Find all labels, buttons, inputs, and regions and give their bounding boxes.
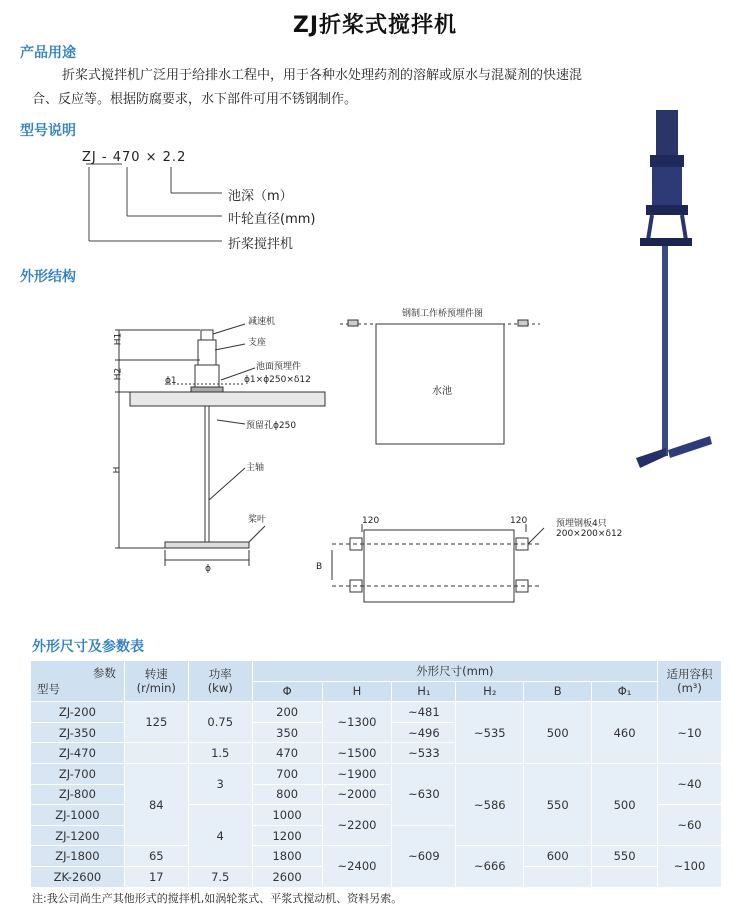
b-cell: 600	[524, 846, 592, 867]
table-row	[31, 763, 722, 784]
subheader-h: H	[322, 681, 392, 702]
label-hole: 预留孔ϕ250	[246, 421, 297, 431]
h1-cell: ~630	[392, 763, 456, 825]
model-cell: ZJ-1000	[31, 805, 125, 826]
label-support: 支座	[248, 338, 267, 348]
power-cell: 4	[188, 805, 252, 867]
plan-dim-b: B	[316, 562, 323, 572]
h-cell: ~2200	[322, 805, 392, 846]
speed-cell: 84	[124, 763, 188, 845]
model-code: ZJ - 470 × 2.2	[82, 150, 187, 165]
dim-phi1: ϕ1	[165, 376, 177, 386]
phi-cell: 800	[252, 784, 322, 805]
table-row	[31, 702, 722, 723]
subheader-h1: H₁	[392, 681, 456, 702]
power-cell: 3	[188, 763, 252, 804]
drawing-top-title: 钢制工作桥预埋件图	[402, 309, 484, 319]
plan-dim-left: 120	[362, 516, 380, 526]
plan-drawing	[322, 520, 552, 620]
volume-cell: ~40	[658, 763, 722, 804]
model-cell: ZJ-470	[31, 743, 125, 764]
model-cell: ZJ-200	[31, 702, 125, 723]
volume-header: 适用容积 (m³)	[658, 661, 722, 702]
footnote: 注:我公司尚生产其他形式的搅拌机,如涡轮浆式、平浆式搅动机、资料另索。	[32, 892, 403, 905]
speed-header: 转速 (r/min)	[124, 661, 188, 702]
section-structure-heading: 外形结构	[20, 269, 76, 285]
plan-dim-right: 120	[510, 516, 528, 526]
subheader-phi: Φ	[252, 681, 322, 702]
mixer-product-image	[630, 100, 740, 470]
h1-cell: ~481	[392, 702, 456, 723]
phi-cell: 200	[252, 702, 322, 723]
h-cell: ~1300	[322, 702, 392, 743]
parameter-table	[30, 660, 722, 888]
model-item-impeller: 叶轮直径(mm)	[228, 212, 316, 227]
model-cell: ZJ-1800	[31, 846, 125, 867]
dim-h: H	[112, 466, 123, 474]
phi-cell: 2600	[252, 866, 322, 887]
plate-size: 200×200×δ12	[556, 529, 623, 539]
section-usage-heading: 产品用途	[20, 45, 76, 61]
h1-cell: ~496	[392, 722, 456, 743]
phi-cell: 700	[252, 763, 322, 784]
dim-h2: H2	[113, 367, 124, 381]
phi1-cell: 500	[592, 763, 658, 845]
h1-cell: ~533	[392, 743, 456, 764]
power-cell: 7.5	[188, 866, 252, 887]
subheader-h2: H₂	[456, 681, 524, 702]
model-cell: ZJ-800	[31, 784, 125, 805]
speed-cell: 125	[124, 702, 188, 743]
b-cell: 550	[524, 763, 592, 845]
h-cell: ~2400	[322, 846, 392, 887]
phi-cell: 1800	[252, 846, 322, 867]
corner-bottom: 型号	[37, 682, 60, 697]
h-cell: ~2000	[322, 784, 392, 805]
phi1-cell-empty	[592, 866, 658, 887]
dim-phi: ϕ	[205, 564, 211, 574]
volume-cell: ~60	[658, 805, 722, 846]
speed-cell: 65	[124, 846, 188, 867]
label-embedded-size: ϕ1×ϕ250×δ12	[244, 375, 311, 385]
subheader-phi1: Φ₁	[592, 681, 658, 702]
phi1-cell: 550	[592, 846, 658, 867]
subheader-b: B	[524, 681, 592, 702]
model-cell: ZJ-350	[31, 722, 125, 743]
usage-line-1: 折桨式搅拌机广泛用于给排水工程中，用于各种水处理药剂的溶解或原水与混凝剂的快速混	[62, 68, 583, 83]
h2-cell: ~535	[456, 702, 524, 764]
model-item-name: 折桨搅拌机	[228, 237, 294, 252]
phi1-cell: 460	[592, 702, 658, 764]
speed-cell: 17	[124, 866, 188, 887]
power-cell: 1.5	[188, 743, 252, 764]
plate-label: 预埋钢板4只	[556, 519, 607, 529]
label-reducer: 减速机	[248, 317, 276, 327]
model-cell: ZJ-700	[31, 763, 125, 784]
model-cell: ZJ-1200	[31, 825, 125, 846]
dim-h1: H1	[113, 332, 124, 346]
corner-top: 参数	[92, 666, 116, 681]
model-item-depth: 池深（m）	[228, 189, 293, 204]
label-shaft: 主轴	[246, 463, 265, 473]
usage-line-2: 合、反应等。根据防腐要求，水下部件可用不锈钢制作。	[32, 92, 358, 107]
section-table-heading: 外形尺寸及参数表	[32, 639, 144, 655]
phi-cell: 1000	[252, 805, 322, 826]
label-blade: 桨叶	[248, 515, 267, 525]
phi-cell: 1200	[252, 825, 322, 846]
pool-label: 水池	[432, 386, 452, 397]
speed-cell-empty	[124, 743, 188, 764]
h2-cell: ~666	[456, 846, 524, 887]
power-header: 功率 (kw)	[188, 661, 252, 702]
phi-cell: 350	[252, 722, 322, 743]
power-cell: 0.75	[188, 702, 252, 743]
table-row	[31, 846, 722, 867]
model-cell: ZK-2600	[31, 866, 125, 887]
label-embedded: 池面预埋件	[256, 362, 302, 372]
h1-cell: ~609	[392, 825, 456, 887]
dims-header: 外形尺寸(mm)	[252, 661, 657, 682]
volume-cell: ~100	[658, 846, 722, 887]
h-cell: ~1900	[322, 763, 392, 784]
phi-cell: 470	[252, 743, 322, 764]
h-cell: ~1500	[322, 743, 392, 764]
volume-cell: ~10	[658, 702, 722, 764]
b-cell-empty	[524, 866, 592, 887]
page-title: ZJ折桨式搅拌机	[292, 13, 458, 38]
section-model-heading: 型号说明	[20, 123, 76, 139]
corner-cell	[31, 661, 125, 702]
h2-cell: ~586	[456, 763, 524, 845]
b-cell: 500	[524, 702, 592, 764]
